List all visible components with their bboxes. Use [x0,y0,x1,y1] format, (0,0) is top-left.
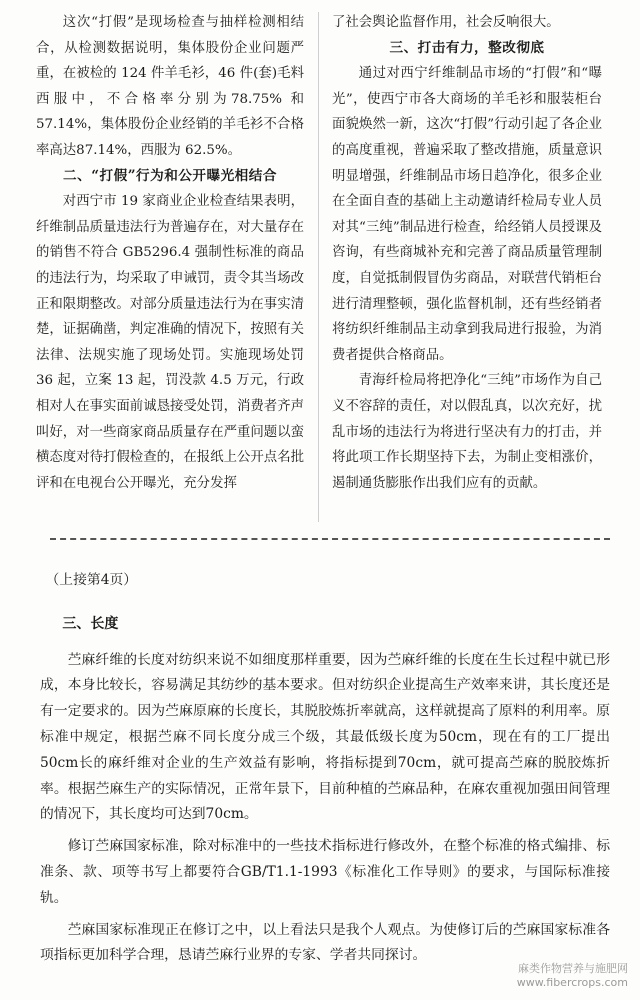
bottom-paragraph-2: 修订苎麻国家标准，除对标准中的一些技术指标进行修改外，在整个标准的格式编排、标准条、款、项等书写上都要符合GB/T1.1-1993《标准化工作导则》的要求，与国际标准接轨。 [40,838,610,906]
left-paragraph-1: 这次“打假”是现场检查与抽样检测相结合，从检测数据说明，集体股份企业问题严重，在被检的 124 件羊毛衫，46 件(套)毛料西服中，不合格率分别为78.75% 和 57.14%，集体股份企业经销的羊毛衫不合格率高达87.14%，西服为 62.5%。 [36,15,304,158]
section-heading-3: 三、打击有力，整改彻底 [389,39,545,56]
watermark-url: www.fibercrops.com [516,976,628,989]
right-paragraph-3: 青海纤检局将把净化“三纯”市场作为自己义不容辞的责任，对以假乱真，以次充好，扰乱市场的违法行为将进行坚决有力的打击，并将此项工作长期坚持下去，为制止变相涨价，遏制通货膨胀作出我们应有的贡献。 [332,373,602,491]
left-column [36,10,304,496]
column-divider [318,12,319,522]
bottom-paragraph-1: 苎麻纤维的长度对纺织来说不如细度那样重要，因为苎麻纤维的长度在生长过程中就已形成，本身比较长，容易满足其纺纱的基本要求。但对纺织企业提高生产效率来讲，其长度还是有一定要求的。因为苎麻原麻的长度长，其脱胶炼折率就高，这样就提高了原料的利用率。原标准中规定，根据苎麻不同长度分成三个级，其最低级长度为50cm，现在有的工厂提出50cm长的麻纤维对企业的生产效益有影响，将指标提到70cm，就可提高苎麻的脱胶炼折率。根据苎麻生产的实际情况，正常年景下，目前种植的苎麻品种，在麻农重视加强田间管理的情况下，其长度均可达到70cm。 [40,651,610,823]
section-divider [50,538,610,540]
right-paragraph-1: 了社会舆论监督作用，社会反响很大。 [332,15,560,30]
length-heading: 三、长度 [62,615,119,632]
right-column [332,10,602,496]
continuation-note: （上接第4页） [45,572,138,588]
section-heading-2: 二、“打假”行为和公开曝光相结合 [63,167,277,184]
left-paragraph-2: 对西宁市 19 家商业企业检查结果表明，纤维制品质量违法行为普遍存在，对大量存在的销售不符合 GB5296.4 强制性标准的商品的违法行为，均采取了申诫罚，责令其当场改正和限期整改。对部分质量违法行为在事实清楚，证据确凿，判定准确的情况下，按照有关法律、法规实施了现场处罚。实施现场处罚 36 起，立案 13 起，罚没款 4.5 万元，行政相对人在事实面前诚恳接受处罚，消费者齐声叫好，对一些商家商品质量存在严重问题以蛮横态度对待打假检查的，在报纸上公开点名批评和在电视台公开曝光，充分发挥 [36,194,304,491]
watermark-site-name: 麻类作物营养与施肥网 [518,962,628,975]
site-watermark [517,962,628,990]
bottom-paragraph-3: 苎麻国家标准现正在修订之中，以上看法只是我个人观点。为使修订后的苎麻国家标准各项指标更加科学合理，恳请苎麻行业界的专家、学者共同探讨。 [40,921,610,964]
bottom-article [40,568,610,969]
right-paragraph-2: 通过对西宁纤维制品市场的“打假”和“曝光”，使西宁市各大商场的羊毛衫和服装柜台面貌焕然一新，这次“打假”行动引起了各企业的高度重视，普遍采取了整改措施，质量意识明显增强，纤维制品市场日趋净化，很多企业在全面自查的基础上主动邀请纤检局专业人员对其“三纯”制品进行检查，给经销人员授课及咨询，有些商城补充和完善了商品质量管理制度，自觉抵制假冒伪劣商品，对联营代销柜台进行清理整顿，强化监督机制，还有些经销者将纺织纤维制品主动拿到我局进行报验，为消费者提供合格商品。 [332,66,602,363]
